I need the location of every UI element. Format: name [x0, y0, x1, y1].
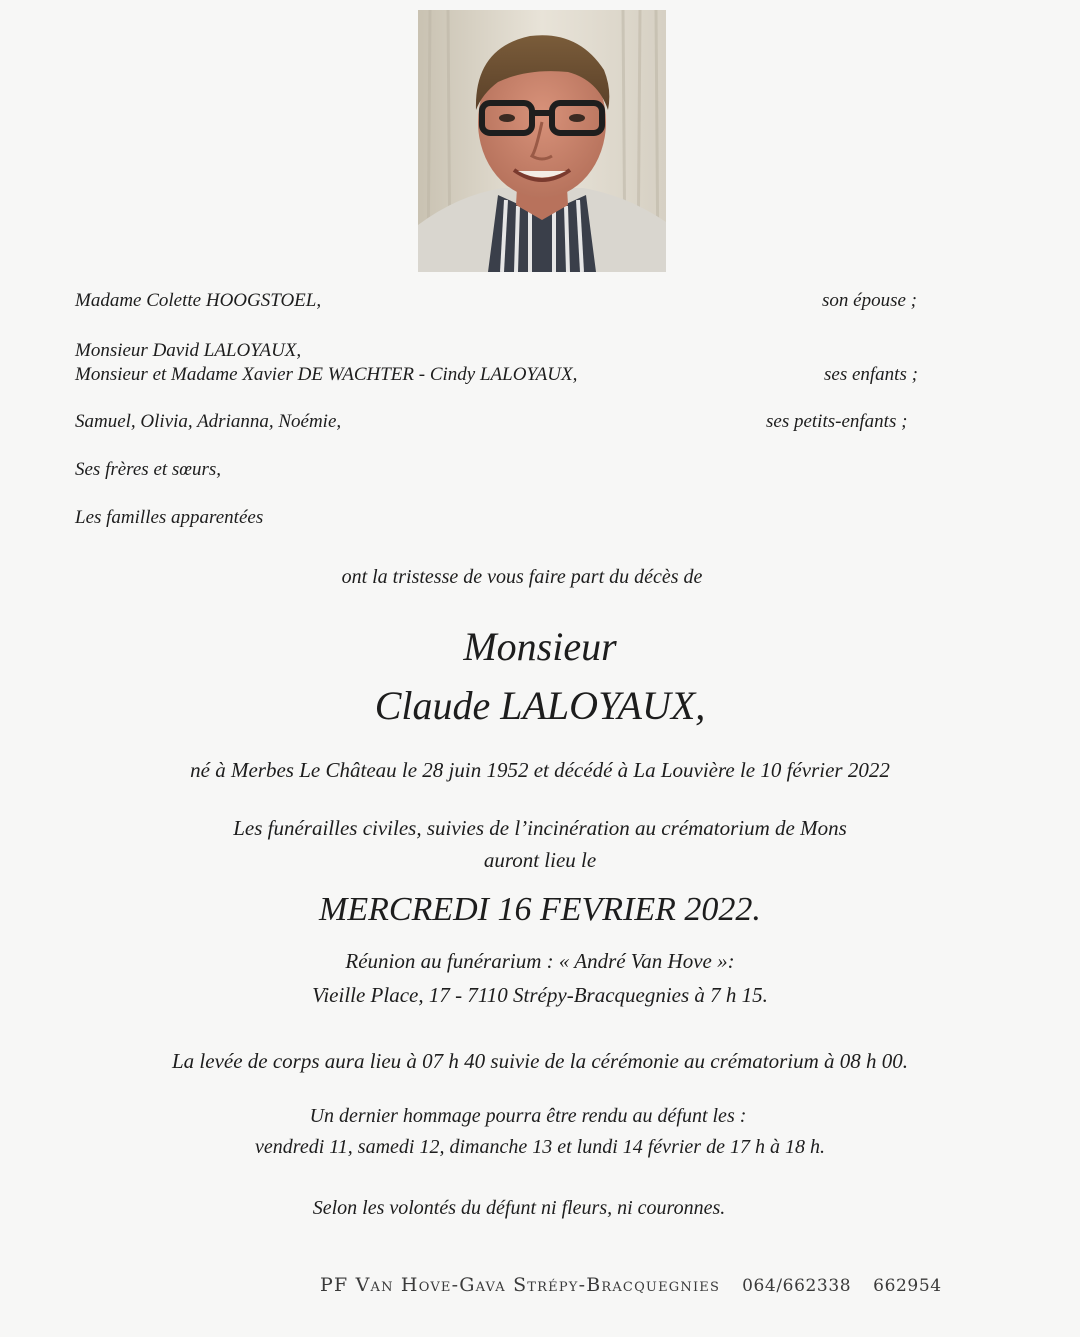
levee-text: La levée de corps aura lieu à 07 h 40 suivie de la cérémonie au crématorium à 08 h 00.	[171, 1049, 909, 1073]
family-name-spouse: Madame Colette HOOGSTOEL,	[75, 290, 322, 311]
announcement-text: ont la tristesse de vous faire part du décès de	[341, 566, 703, 588]
relation-children: ses enfants ;	[824, 364, 918, 385]
family-name-grandchildren: Samuel, Olivia, Adrianna, Noémie,	[75, 411, 342, 432]
wishes-text: Selon les volontés du défunt ni fleurs, ni couronnes.	[312, 1197, 726, 1219]
deceased-name: Claude LALOYAUX,	[374, 683, 706, 728]
meeting-line-2: Vieille Place, 17 - 7110 Strépy-Bracquegnies à 7 h 15.	[312, 983, 768, 1007]
hommage-line-2: vendredi 11, samedi 12, dimanche 13 et lundi 14 février de 17 h à 18 h.	[255, 1136, 825, 1158]
family-name-child-2: Monsieur et Madame Xavier DE WACHTER - Cindy LALOYAUX,	[75, 364, 578, 385]
meeting-line-1: Réunion au funérarium : « André Van Hove »:	[345, 949, 735, 973]
portrait-photo	[418, 10, 666, 272]
hommage-line-1: Un dernier hommage pourra être rendu au défunt les :	[309, 1105, 747, 1127]
funeral-home-footer	[320, 1274, 942, 1296]
deceased-title: Monsieur	[463, 624, 617, 669]
relation-spouse: son épouse ;	[822, 290, 917, 311]
funeral-home-name: PF Van Hove-Gava Strépy-Bracquegnies	[320, 1274, 721, 1296]
birth-death-text: né à Merbes Le Château le 28 juin 1952 et décédé à La Louvière le 10 février 2022	[190, 758, 890, 782]
funeral-text-line-2: auront lieu le	[483, 848, 597, 872]
family-name-siblings: Ses frères et sœurs,	[75, 459, 222, 480]
relation-grandchildren: ses petits-enfants ;	[766, 411, 908, 432]
family-name-child-1: Monsieur David LALOYAUX,	[75, 340, 302, 361]
family-name-relatives: Les familles apparentées	[75, 507, 264, 528]
phone-number-1: 064/662338	[742, 1276, 852, 1296]
funeral-text-line-1: Les funérailles civiles, suivies de l’incinération au crématorium de Mons	[233, 816, 847, 840]
phone-number-2: 662954	[873, 1276, 942, 1296]
funeral-date: MERCREDI 16 FEVRIER 2022.	[319, 891, 761, 928]
